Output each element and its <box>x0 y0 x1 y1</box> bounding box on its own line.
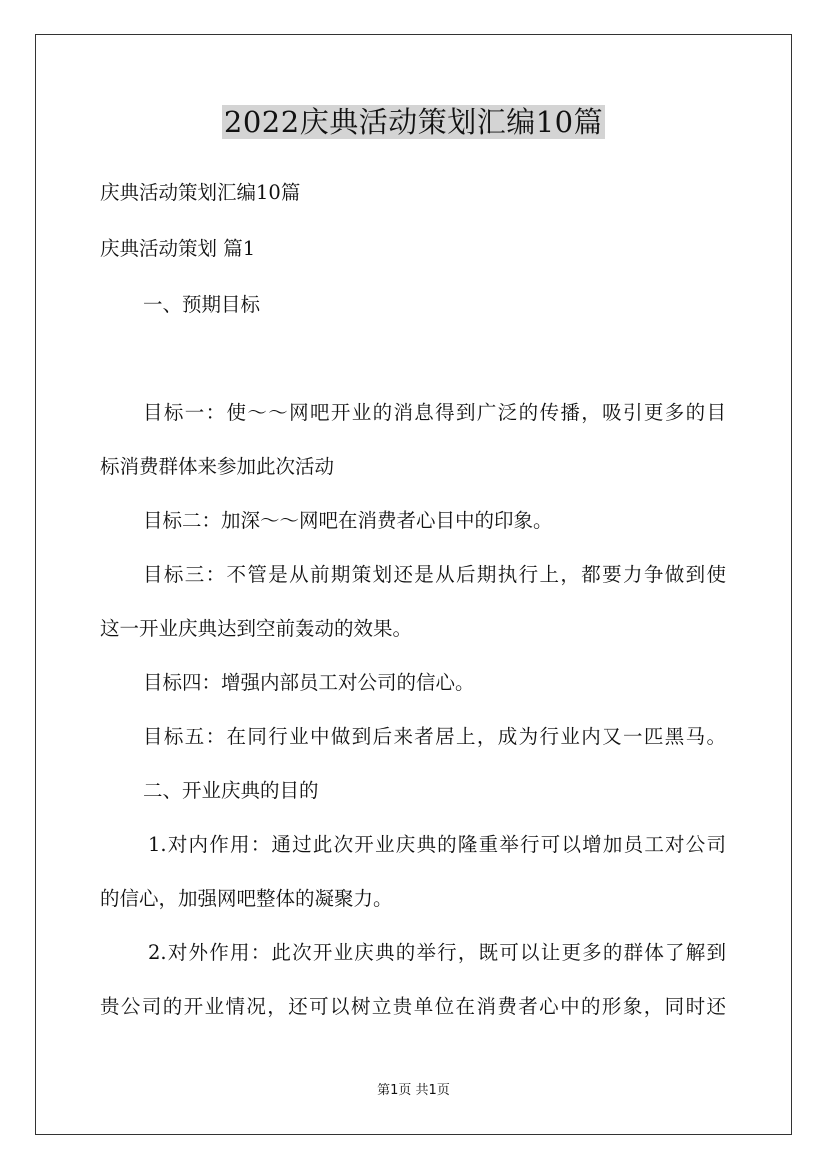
document-title <box>0 102 827 142</box>
paragraph-goal-2: 目标二：加深～～网吧在消费者心目中的印象。 <box>143 509 553 532</box>
document-title-text: 2022庆典活动策划汇编10篇 <box>223 105 604 139</box>
paragraph-goal-4: 目标四：增强内部员工对公司的信心。 <box>143 671 475 694</box>
paragraph-internal-effect-cont: 的信心，加强网吧整体的凝聚力。 <box>100 887 393 910</box>
paragraph-external-effect: 2.对外作用：此次开业庆典的举行，既可以让更多的群体了解到 <box>148 941 726 964</box>
paragraph-external-effect-cont: 贵公司的开业情况，还可以树立贵单位在消费者心中的形象，同时还 <box>100 995 726 1018</box>
section-heading: 庆典活动策划 篇1 <box>100 237 256 260</box>
document-subtitle: 庆典活动策划汇编10篇 <box>100 181 301 204</box>
heading-expected-goals: 一、预期目标 <box>143 293 261 316</box>
paragraph-goal-3: 目标三：不管是从前期策划还是从后期执行上，都要力争做到使 <box>143 563 726 586</box>
paragraph-goal-5: 目标五：在同行业中做到后来者居上，成为行业内又一匹黑马。 <box>143 725 726 748</box>
page-number-footer: 第1页 共1页 <box>377 1083 450 1098</box>
paragraph-goal-1: 目标一：使～～网吧开业的消息得到广泛的传播，吸引更多的目 <box>143 401 726 424</box>
paragraph-internal-effect: 1.对内作用：通过此次开业庆典的隆重举行可以增加员工对公司 <box>148 833 726 856</box>
paragraph-goal-1-cont: 标消费群体来参加此次活动 <box>100 455 335 478</box>
paragraph-goal-3-cont: 这一开业庆典达到空前轰动的效果。 <box>100 617 413 640</box>
heading-opening-purpose: 二、开业庆典的目的 <box>143 779 319 802</box>
